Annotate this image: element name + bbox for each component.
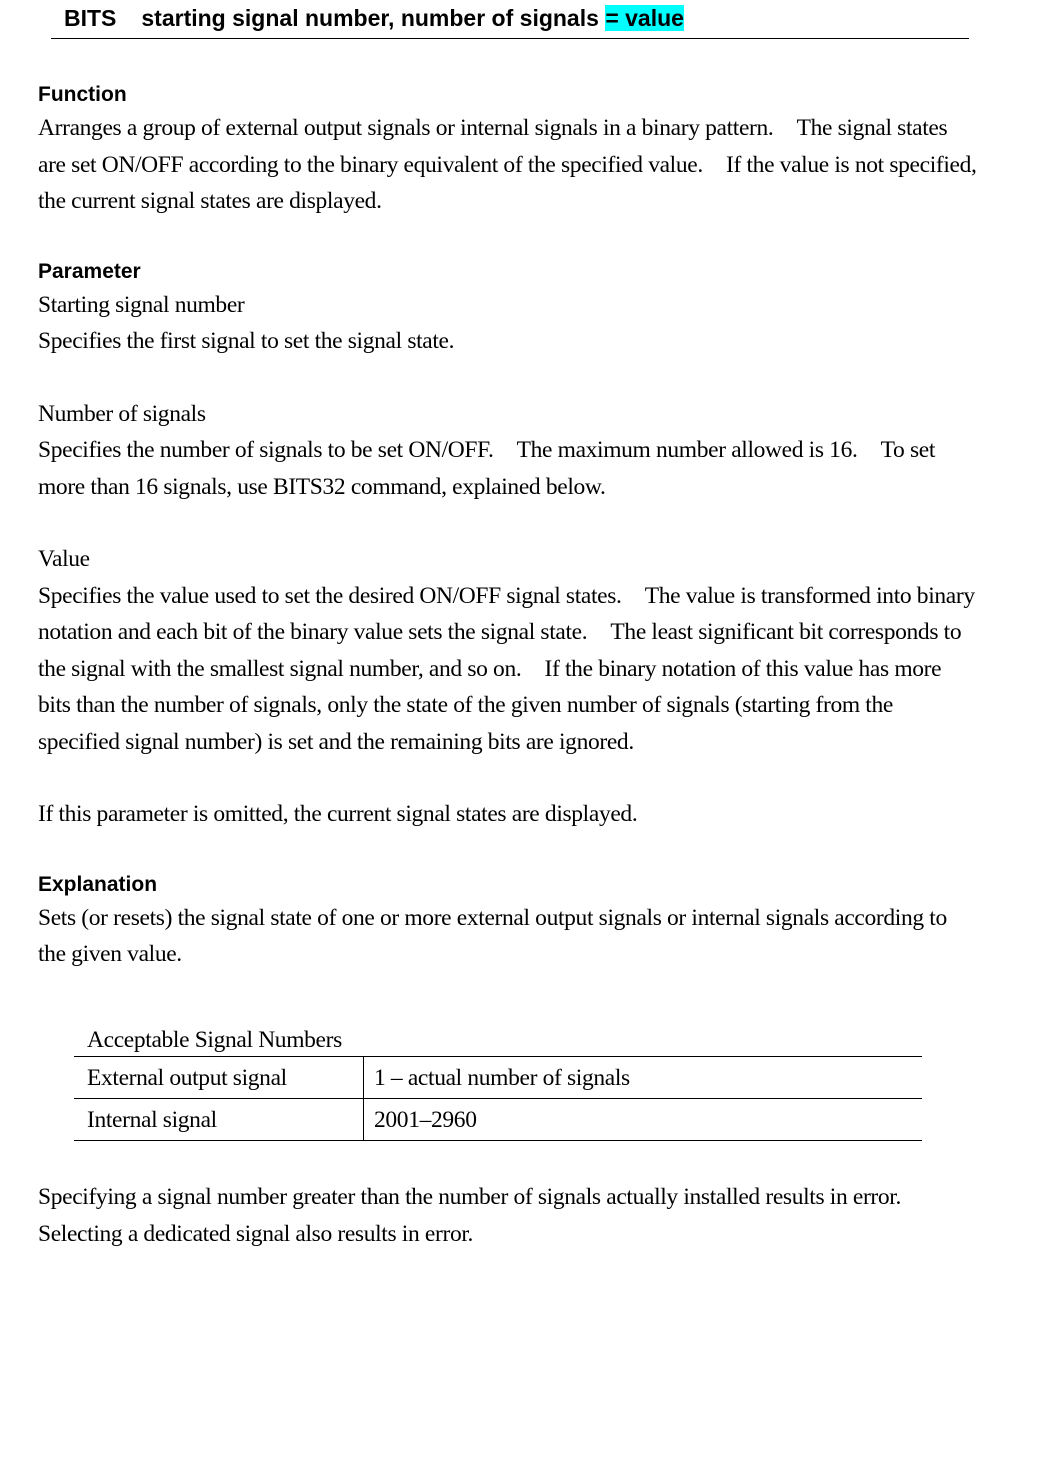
value-name: Value <box>38 546 90 572</box>
table-cell-range: 1 – actual number of signals <box>374 1064 630 1091</box>
table-cell-signal: Internal signal <box>74 1099 364 1141</box>
value-text: Specifies the value used to set the desired ON/OFF signal states. The value is transformed into binary notation and each bit of the binary value sets the signal state. The least significant bit corresponds to the signal with the smallest signal number, and so on. If the binary notation of this value has more bits than the number of signals, only the state of the given number of signals (starting from the specified signal number) is set and the remaining bits are ignored. <box>38 582 975 755</box>
explanation-heading: Explanation <box>38 872 158 896</box>
starting-signal-name: Starting signal number <box>38 291 245 318</box>
command-keyword: BITS <box>64 5 117 31</box>
explanation-text: Sets (or resets) the signal state of one or more external output signals or internal signals according to the given value. <box>38 904 947 967</box>
signal-table-caption: Acceptable Signal Numbers <box>87 1027 342 1053</box>
value-omitted-text: If this parameter is omitted, the current signal states are displayed. <box>38 801 638 827</box>
error-note-2: Selecting a dedicated signal also results in error. <box>38 1220 474 1247</box>
starting-signal-text: Specifies the first signal to set the signal state. <box>38 328 455 354</box>
table-row <box>74 1099 922 1141</box>
table-cell-range: 2001–2960 <box>364 1099 923 1141</box>
parameter-section <box>38 255 978 833</box>
header-underline <box>51 38 969 39</box>
error-notes <box>38 1179 998 1252</box>
function-heading: Function <box>38 83 127 106</box>
signal-table-block <box>74 1024 922 1141</box>
explanation-section <box>38 868 978 973</box>
signal-table <box>74 1056 922 1141</box>
parameter-heading: Parameter <box>38 259 141 283</box>
function-section <box>38 78 978 220</box>
table-cell-signal: External output signal <box>74 1057 364 1099</box>
table-row <box>74 1057 922 1099</box>
function-text: Arranges a group of external output signals or internal signals in a binary pattern. The signal states are set ON/OFF according to the binary equivalent of the specified value. If the value is not specified, the current signal states are displayed. <box>38 115 977 214</box>
number-of-signals-text: Specifies the number of signals to be set ON/OFF. The maximum number allowed is 16. To set more than 16 signals, use BITS32 command, explained below. <box>38 437 936 500</box>
command-syntax-header <box>64 2 684 34</box>
document-body <box>38 78 978 973</box>
highlighted-value-term: = value <box>605 5 684 31</box>
command-syntax: starting signal number, number of signals <box>141 5 606 31</box>
number-of-signals-name: Number of signals <box>38 400 206 427</box>
error-note-1: Specifying a signal number greater than the number of signals actually installed results in error. <box>38 1184 902 1210</box>
